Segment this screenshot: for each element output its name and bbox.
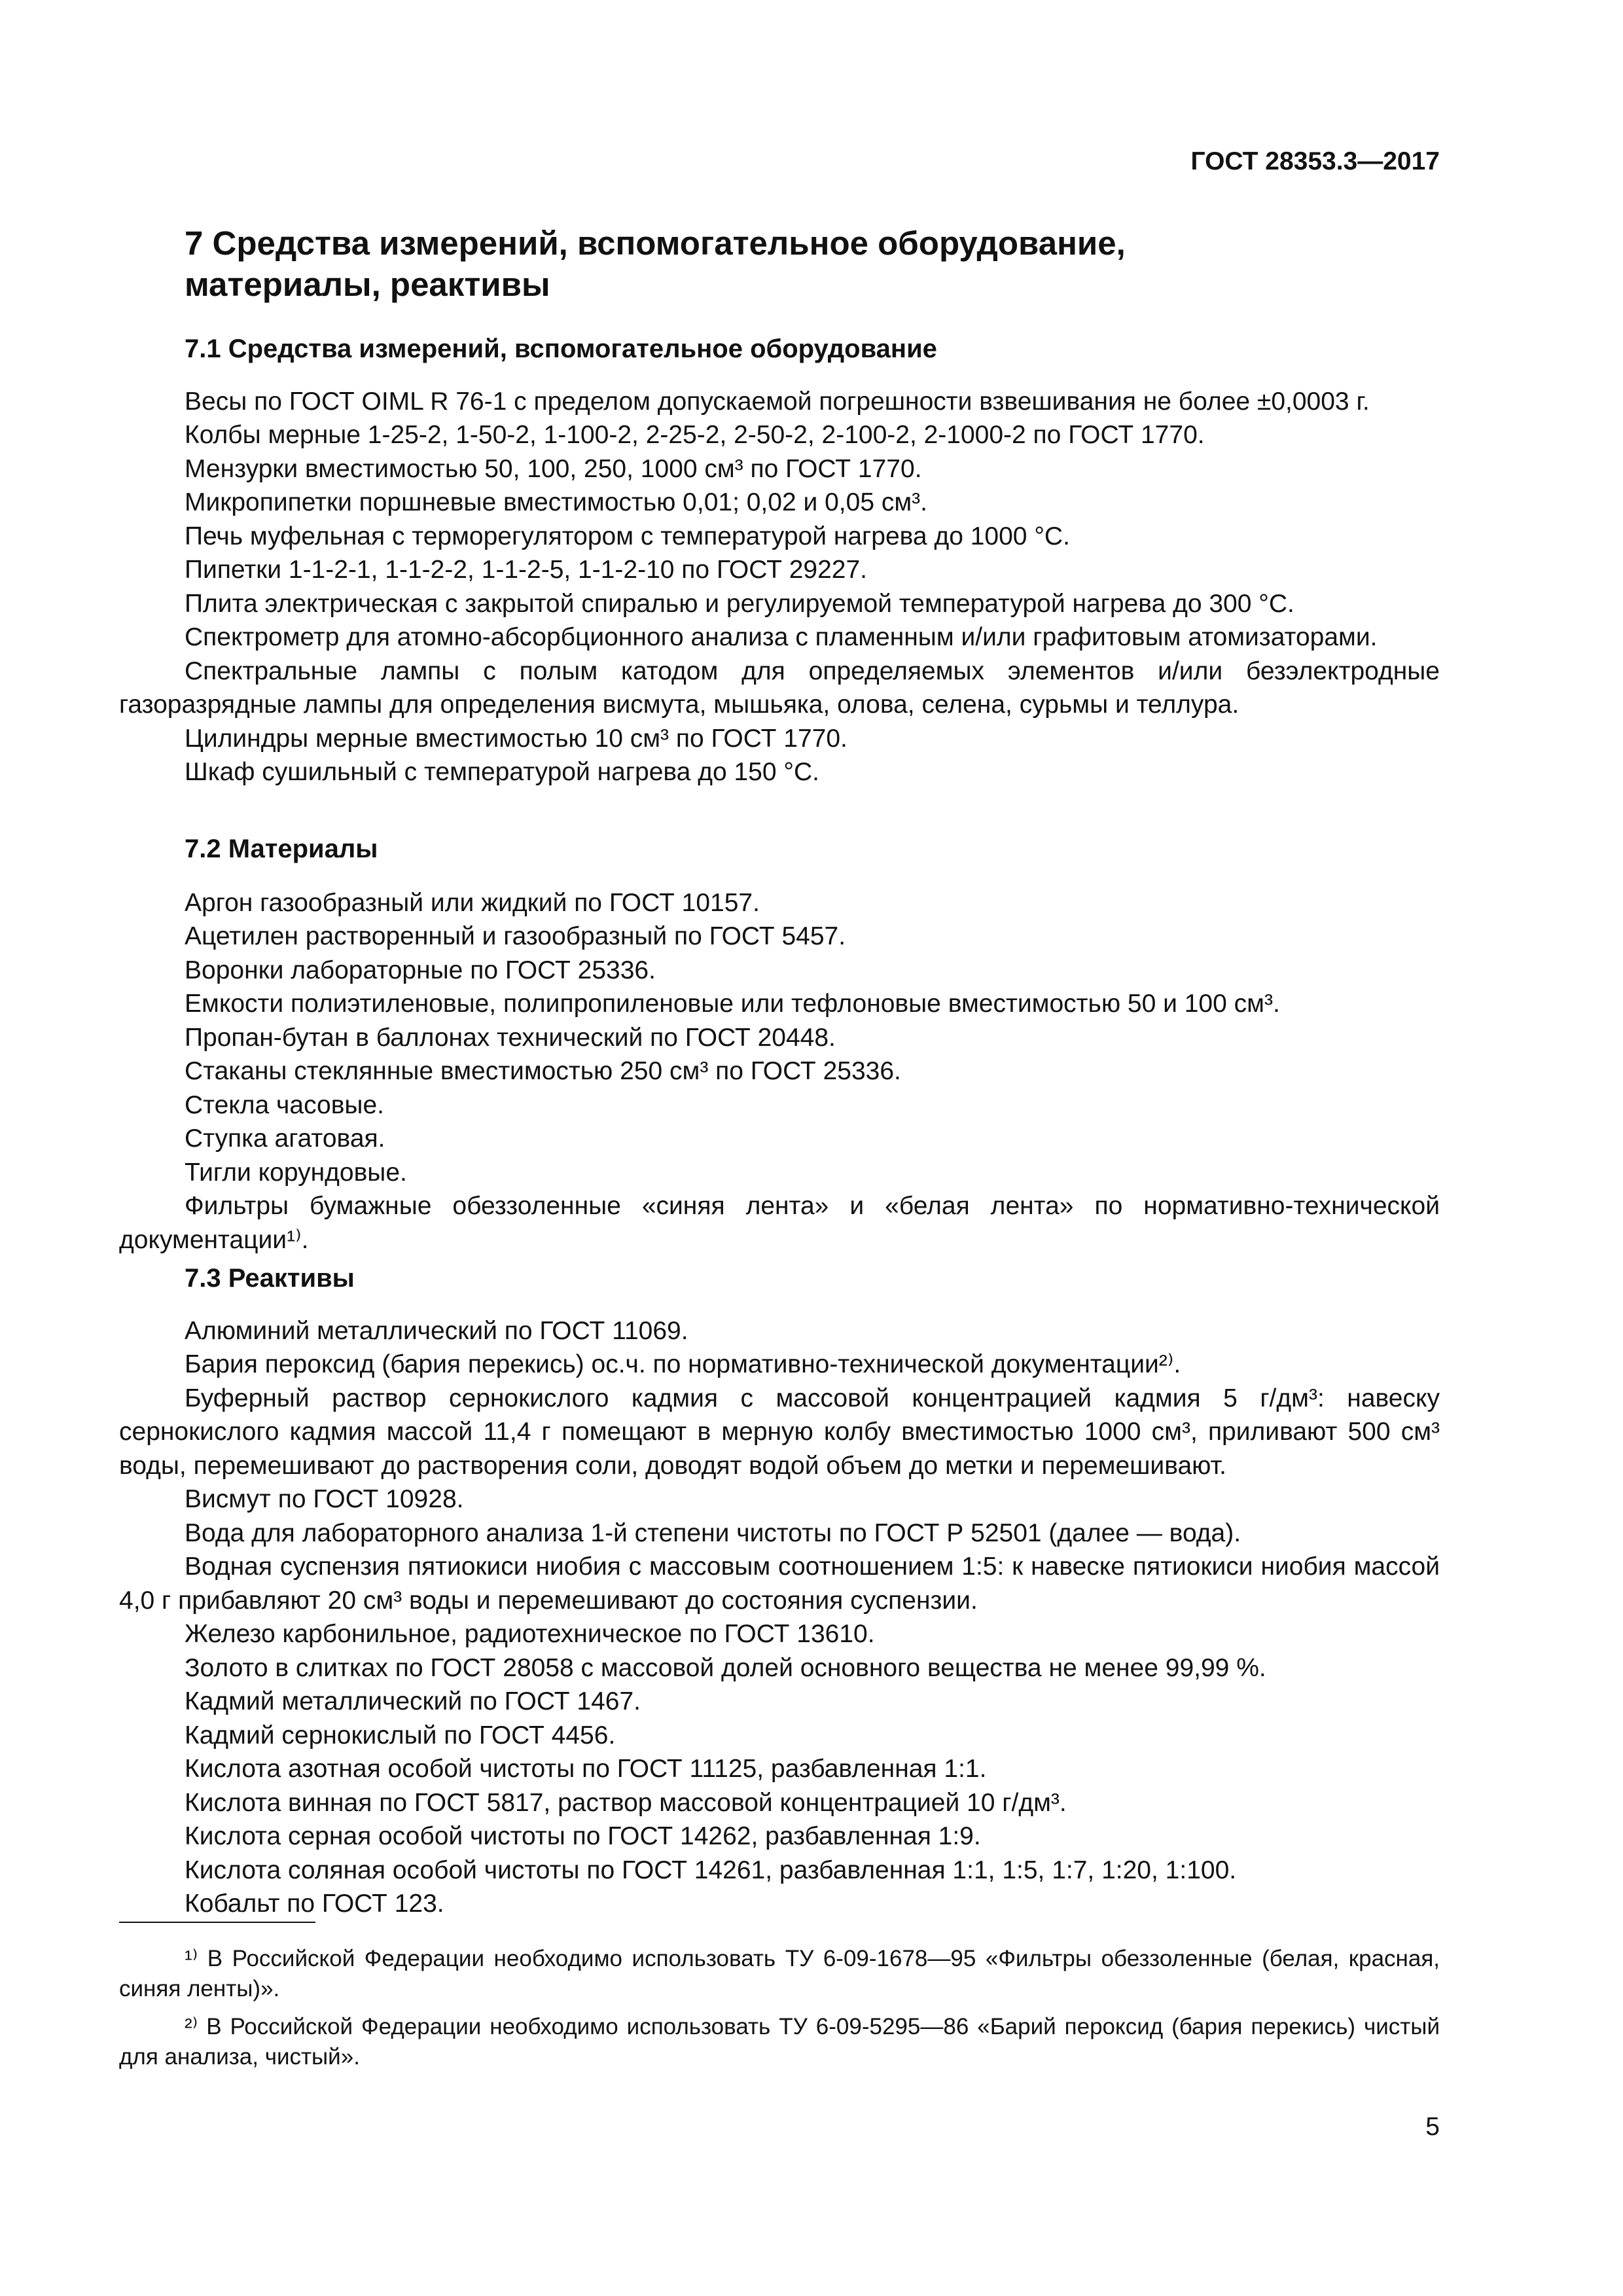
list-item: Алюминий металлический по ГОСТ 11069.	[185, 1316, 688, 1345]
subsection-title: 7.1 Средства измерений, вспомогательное оборудование	[185, 334, 937, 363]
section-7-1	[119, 332, 1440, 789]
subsection-title: 7.2 Материалы	[185, 834, 378, 863]
list-item: Тигли корундовые.	[185, 1158, 407, 1187]
list-item: Емкости полиэтиленовые, полипропиленовые или тефлоновые вместимостью 50 и 100 см³.	[185, 990, 1280, 1018]
section-title: 7 Средства измерений, вспомогательное оборудование, материалы, реактивы	[185, 224, 1126, 303]
list-item: Стекла часовые.	[185, 1090, 384, 1119]
page-number: 5	[1425, 2113, 1440, 2141]
list-item: Кадмий сернокислый по ГОСТ 4456.	[185, 1721, 616, 1749]
list-item: Стаканы стеклянные вместимостью 250 см³ по ГОСТ 25336.	[185, 1057, 901, 1085]
list-item: Бария пероксид (бария перекись) ос.ч. по нормативно-технической документации²⁾.	[185, 1350, 1181, 1378]
footnote-divider	[119, 1922, 315, 1923]
list-item: Кобальт по ГОСТ 123.	[185, 1890, 444, 1918]
list-item: Золото в слитках по ГОСТ 28058 с массовой долей основного вещества не менее 99,99 %.	[185, 1653, 1266, 1682]
footnote-1: ¹⁾ В Российской Федерации необходимо использовать ТУ 6-09-1678—95 «Фильтры обеззоленные (белая, красная, синяя ленты)».	[119, 1946, 1440, 2001]
list-item: Кислота азотная особой чистоты по ГОСТ 11125, разбавленная 1:1.	[185, 1755, 987, 1783]
list-item: Цилиндры мерные вместимостью 10 см³ по ГОСТ 1770.	[185, 724, 847, 753]
list-item: Фильтры бумажные обеззоленные «синяя лента» и «белая лента» по нормативно-технической документации¹⁾.	[119, 1192, 1440, 1254]
list-item: Кислота серная особой чистоты по ГОСТ 14262, разбавленная 1:9.	[185, 1822, 981, 1850]
list-item: Шкаф сушильный с температурой нагрева до 150 °С.	[185, 758, 819, 786]
list-item: Колбы мерные 1-25-2, 1-50-2, 1-100-2, 2-25-2, 2-50-2, 2-100-2, 2-1000-2 по ГОСТ 1770.	[185, 421, 1205, 449]
list-item: Кислота винная по ГОСТ 5817, раствор массовой концентрацией 10 г/дм³.	[185, 1788, 1067, 1817]
list-item: Висмут по ГОСТ 10928.	[185, 1485, 464, 1513]
footnote-2: ²⁾ В Российской Федерации необходимо использовать ТУ 6-09-5295—86 «Барий пероксид (бария перекись) чистый для анализа, чистый».	[119, 2014, 1440, 2070]
list-item: Печь муфельная с терморегулятором с температурой нагрева до 1000 °С.	[185, 522, 1070, 550]
list-item: Весы по ГОСТ OIML R 76-1 с пределом допускаемой погрешности взвешивания не более ±0,0003 г.	[185, 387, 1370, 416]
list-item: Водная суспензия пятиокиси ниобия с массовым соотношением 1:5: к навеске пятиокиси ниобия массой 4,0 г прибавляют 20 см³ воды и перемешивают до состояния суспензии.	[119, 1552, 1440, 1615]
list-item: Буферный раствор сернокислого кадмия с массовой концентрацией кадмия 5 г/дм³: навеску сернокислого кадмия массой 11,4 г помещают в мерную колбу вместимостью 1000 см³, приливают 500 см³ воды, перемешивают до растворения соли, доводят водой объем до метки и перемешивают.	[119, 1384, 1440, 1480]
section-7-2	[119, 833, 1440, 1257]
list-item: Мензурки вместимостью 50, 100, 250, 1000 см³ по ГОСТ 1770.	[185, 454, 922, 483]
list-item: Пропан-бутан в баллонах технический по ГОСТ 20448.	[185, 1023, 836, 1052]
footnote-list	[119, 1944, 1440, 2072]
list-item: Железо карбонильное, радиотехническое по ГОСТ 13610.	[185, 1620, 875, 1648]
list-item: Плита электрическая с закрытой спиралью и регулируемой температурой нагрева до 300 °С.	[185, 589, 1294, 618]
section-7-3	[119, 1262, 1440, 1921]
list-item: Кислота соляная особой чистоты по ГОСТ 14261, разбавленная 1:1, 1:5, 1:7, 1:20, 1:100.	[185, 1856, 1237, 1884]
list-item: Пипетки 1-1-2-1, 1-1-2-2, 1-1-2-5, 1-1-2-10 по ГОСТ 29227.	[185, 556, 868, 584]
list-item: Ступка агатовая.	[185, 1124, 385, 1153]
document-code: ГОСТ 28353.3—2017	[1190, 147, 1440, 175]
subsection-title: 7.3 Реактивы	[185, 1264, 355, 1293]
list-item: Кадмий металлический по ГОСТ 1467.	[185, 1687, 641, 1715]
list-item: Спектрометр для атомно-абсорбционного анализа с пламенным и/или графитовым атомизаторами.	[185, 623, 1378, 651]
list-item: Спектральные лампы с полым катодом для определяемых элементов и/или безэлектродные газоразрядные лампы для определения висмута, мышьяка, олова, селена, сурьмы и теллура.	[119, 656, 1440, 719]
list-item: Воронки лабораторные по ГОСТ 25336.	[185, 956, 656, 984]
list-item: Аргон газообразный или жидкий по ГОСТ 10157.	[185, 888, 760, 917]
list-item: Вода для лабораторного анализа 1-й степени чистоты по ГОСТ Р 52501 (далее — вода).	[185, 1518, 1241, 1547]
list-item: Микропипетки поршневые вместимостью 0,01; 0,02 и 0,05 см³.	[185, 488, 927, 516]
list-item: Ацетилен растворенный и газообразный по ГОСТ 5457.	[185, 922, 846, 950]
